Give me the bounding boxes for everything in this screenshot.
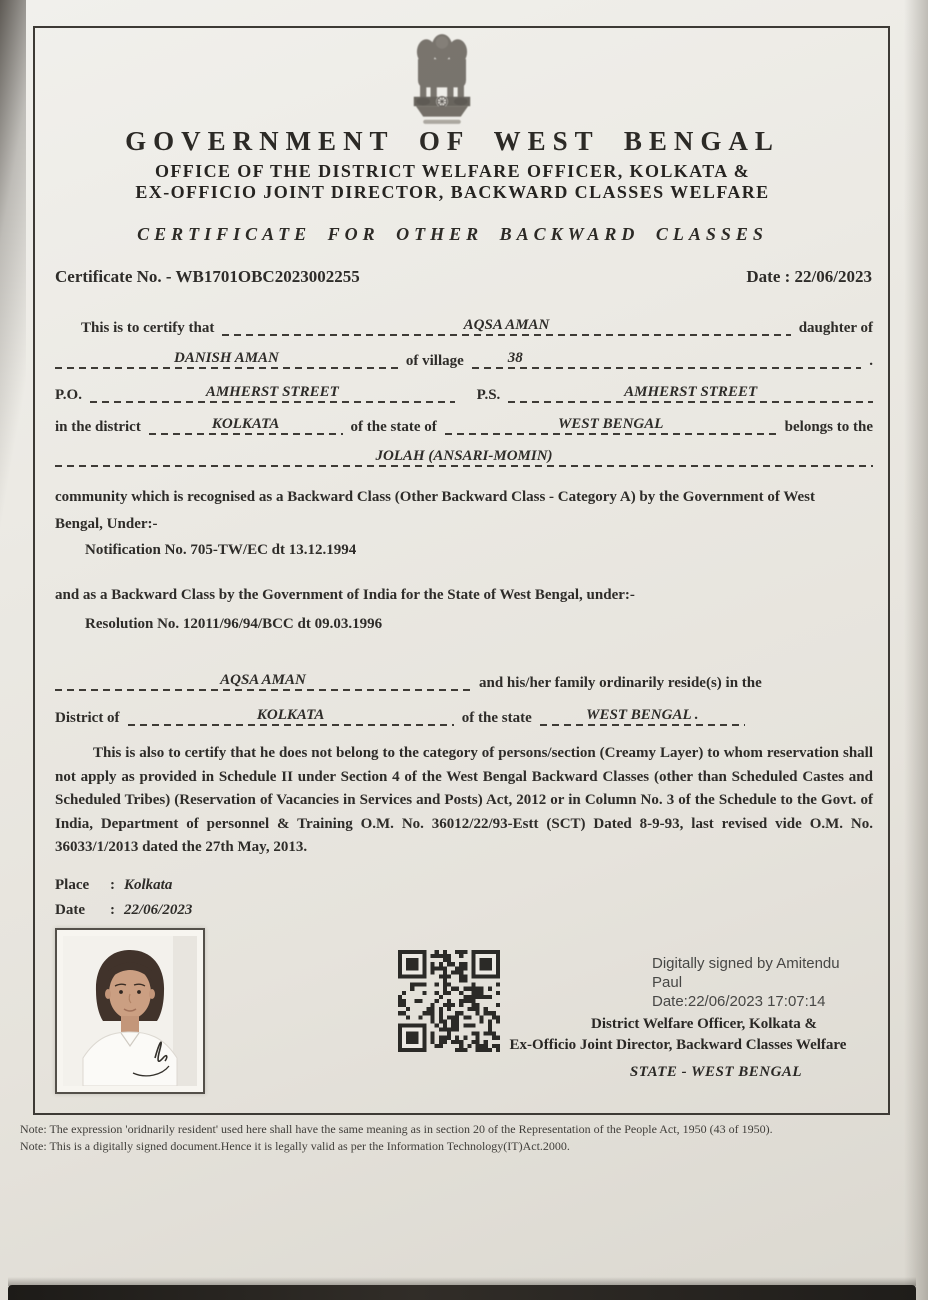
village-field: 38 — [472, 348, 861, 372]
in-district-label: in the district — [55, 419, 141, 435]
date-colon: : — [110, 902, 115, 918]
ps-label: P.S. — [476, 387, 501, 403]
of-village-label: of village — [405, 353, 464, 369]
ashoka-lion-capital-icon — [410, 32, 474, 126]
po-label: P.O. — [55, 387, 82, 403]
digital-signature-line2: Paul — [652, 974, 683, 991]
community-row — [55, 446, 873, 470]
office-title — [30, 161, 875, 203]
date-row — [55, 902, 192, 927]
po-field: AMHERST STREET — [90, 382, 455, 406]
certificate-meta-row — [55, 267, 872, 287]
digital-signature-line3: Date:22/06/2023 17:07:14 — [652, 993, 826, 1010]
po-ps-row — [55, 382, 873, 406]
certificate-number — [55, 267, 360, 287]
place-date-block — [55, 877, 192, 927]
recognised-line1: community which is recognised as a Backward Class (Other Backward Class - Category A) by the Government of West — [55, 489, 815, 505]
date-value: 22/06/2023 — [124, 902, 193, 918]
daughter-of-label: daughter of — [798, 320, 873, 336]
ps-field: AMHERST STREET — [508, 382, 873, 406]
belongs-label: belongs to the — [784, 419, 873, 435]
india-backward-line: and as a Backward Class by the Government of India for the State of West Bengal, under:- — [55, 587, 635, 603]
issue-date — [746, 267, 872, 287]
certificate-body — [55, 315, 873, 860]
creamy-layer-paragraph: This is also to certify that he does not belong to the category of persons/section (Creamy Layer) to whom reservation shall not apply as provided in Schedule II under Section 4 of the West Bengal Backward Classes (other than Scheduled Castes and Scheduled Tribes) (Reservation of Vacancies in Services and Posts) Act, 2012 or in Column No. 3 of the Schedule to the Govt. of India, Department of personnel & Training O.M. No. 36012/22/93-Estt (SCT) Dated 8-9-93, last revised vide O.M. No. 36033/1/2013 dated the 27th May, 2013. — [55, 745, 873, 855]
state-field: WEST BENGAL — [445, 414, 777, 438]
office-title-line2: EX-OFFICIO JOINT DIRECTOR, BACKWARD CLASSES WELFARE — [135, 182, 770, 202]
photo-edge-right — [904, 0, 928, 1300]
father-village-row — [55, 348, 873, 372]
of-state-of-label: of the state of — [350, 419, 437, 435]
officer-line2: Ex-Officio Joint Director, Backward Classes Welfare — [509, 1037, 847, 1053]
reside-district-field: KOLKATA — [128, 705, 454, 729]
officer-designation-block — [494, 1014, 862, 1083]
date-label: Date — [55, 902, 85, 918]
qr-code-image — [398, 950, 500, 1052]
of-the-state-label: of the state — [461, 710, 532, 726]
certify-lead-label: This is to certify that — [81, 320, 215, 336]
place-colon: : — [110, 877, 115, 893]
applicant-photo-image — [63, 936, 197, 1086]
village-period: . — [869, 353, 873, 369]
emblem-motto — [423, 120, 461, 124]
photo-edge-left — [0, 0, 26, 560]
district-field: KOLKATA — [149, 414, 343, 438]
reside-name-field: AQSA AMAN — [55, 670, 471, 694]
reside-district-row — [55, 705, 873, 729]
applicant-name-field: AQSA AMAN — [222, 315, 790, 339]
issue-date-value: 22/06/2023 — [794, 267, 872, 286]
certify-row — [55, 315, 873, 339]
photo-edge-bottom — [8, 1285, 916, 1300]
district-of-label: District of — [55, 710, 120, 726]
footer-notes — [20, 1121, 915, 1155]
resolution-line: Resolution No. 12011/96/94/BCC dt 09.03.1996 — [85, 616, 383, 632]
community-field: JOLAH (ANSARI-MOMIN) — [55, 446, 873, 470]
office-title-line1: OFFICE OF THE DISTRICT WELFARE OFFICER, KOLKATA & — [154, 161, 750, 181]
digital-signature-block — [652, 954, 870, 1011]
reside-row — [55, 670, 873, 694]
government-title: GOVERNMENT OF WEST BENGAL — [125, 126, 780, 156]
recognised-line2: Bengal, Under:- — [55, 516, 158, 532]
recognised-paragraph — [55, 484, 873, 538]
digital-signature-line1: Digitally signed by Amitendu — [652, 955, 840, 972]
certificate-title: CERTIFICATE FOR OTHER BACKWARD CLASSES — [137, 224, 768, 244]
national-emblem-icon — [410, 32, 474, 126]
qr-code — [398, 950, 500, 1052]
footer-note-1: Note: The expression 'oridnarily resident' used here shall have the same meaning as in section 20 of the Representation of the People Act, 1950 (43 of 1950). — [20, 1122, 773, 1136]
place-value: Kolkata — [124, 877, 173, 893]
footer-note-2: Note: This is a digitally signed document.Hence it is legally valid as per the Information Technology(IT)Act.2000. — [20, 1139, 570, 1153]
applicant-photo — [55, 928, 205, 1094]
district-state-row — [55, 414, 873, 438]
issue-date-label: Date : — [746, 267, 791, 286]
notification-line: Notification No. 705-TW/EC dt 13.12.1994 — [85, 542, 357, 558]
reside-text-label: and his/her family ordinarily reside(s) in the — [479, 675, 762, 691]
place-row — [55, 877, 192, 902]
officer-line1: District Welfare Officer, Kolkata & — [591, 1016, 817, 1032]
place-label: Place — [55, 877, 90, 893]
certificate-number-value: WB1701OBC2023002255 — [175, 267, 360, 286]
father-name-field: DANISH AMAN — [55, 348, 398, 372]
officer-state-line: STATE - WEST BENGAL — [629, 1064, 803, 1080]
reside-state-field: WEST BENGAL . — [540, 705, 745, 729]
certificate-number-label: Certificate No. - — [55, 267, 172, 286]
